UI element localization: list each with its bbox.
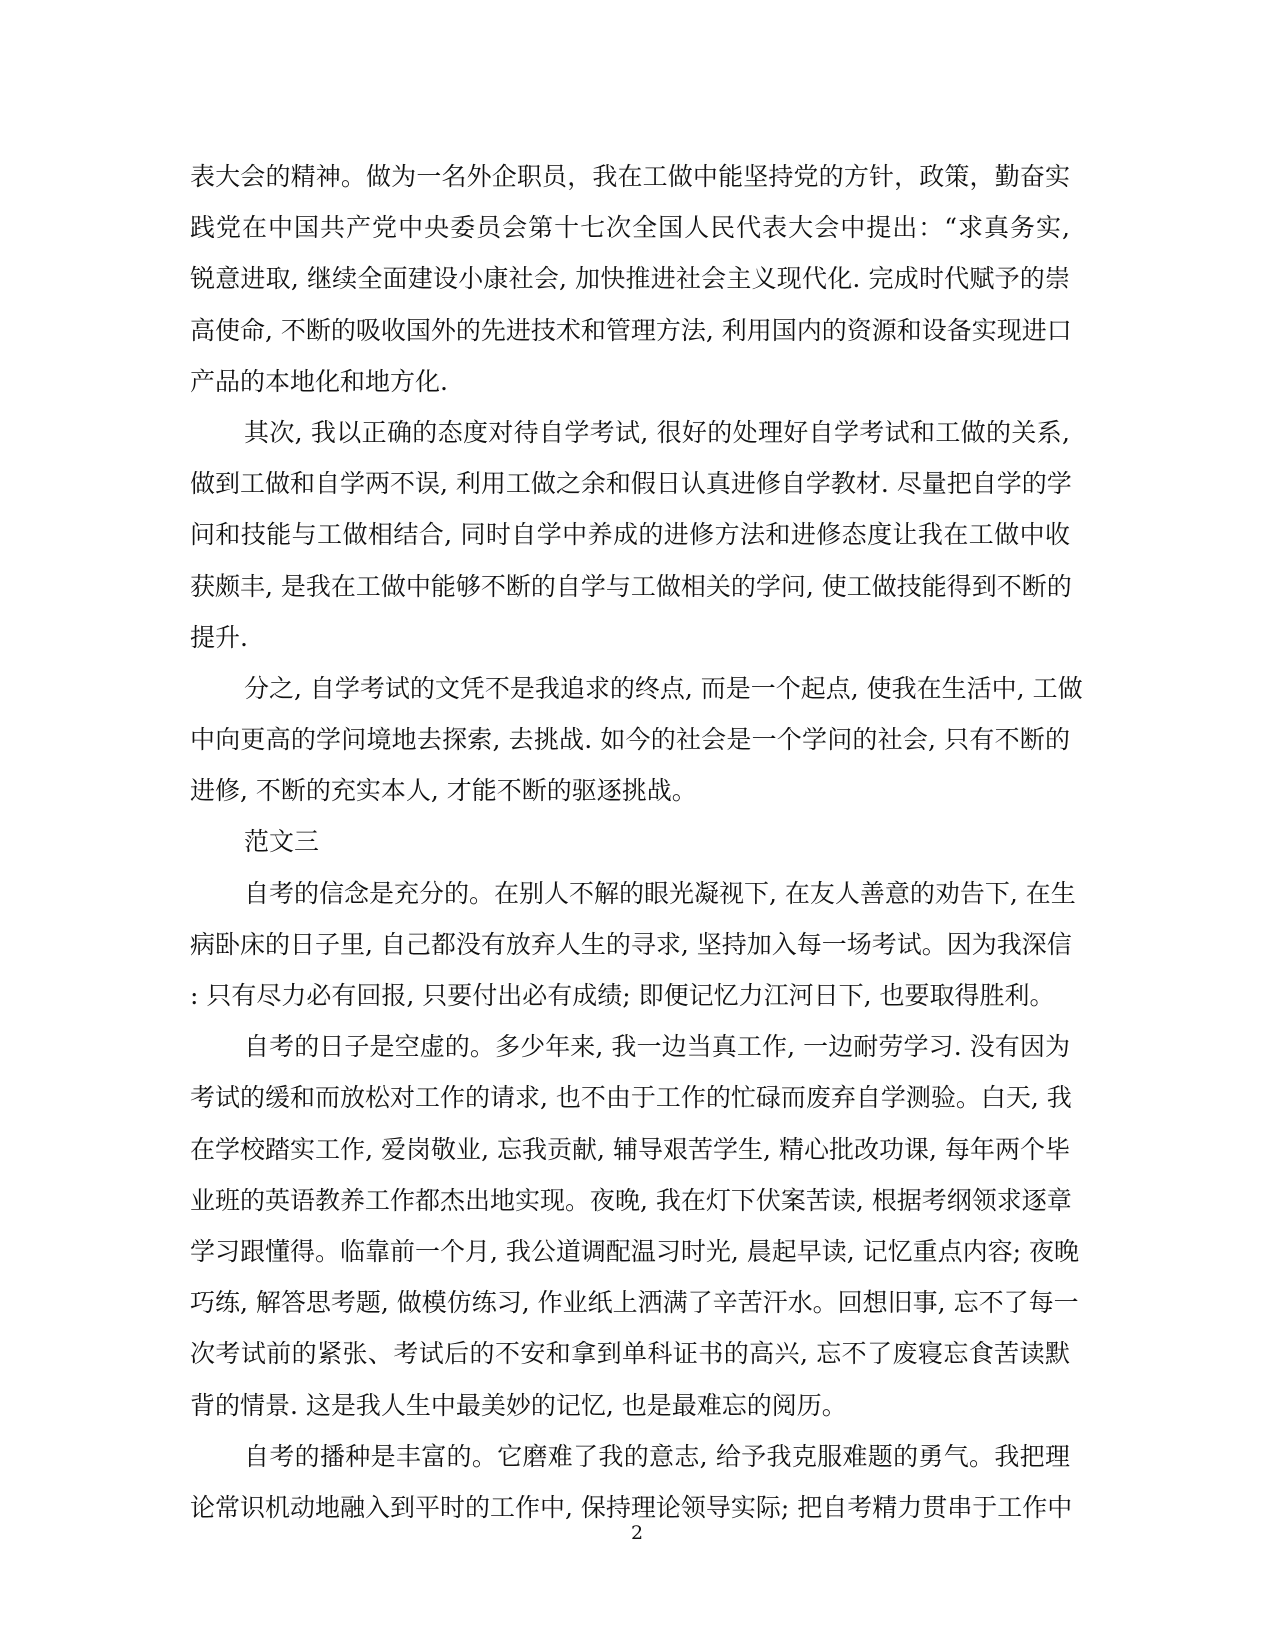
body-text xyxy=(190,151,1083,1533)
text-line: 自考的信念是充分的。在别人不解的眼光凝视下, 在友人善意的劝告下, 在生 xyxy=(244,878,1076,908)
text-line: 背的情景. 这是我人生中最美妙的记忆, 也是最难忘的阅历。 xyxy=(190,1390,847,1420)
text-line: 提升. xyxy=(190,622,248,652)
text-line: 其次, 我以正确的态度对待自学考试, 很好的处理好自学考试和工做的关系, xyxy=(244,417,1070,447)
text-line: 学习跟懂得。临靠前一个月, 我公道调配温习时光, 晨起早读, 记忆重点内容; 夜晚 xyxy=(190,1236,1080,1266)
text-line: 论常识机动地融入到平时的工作中, 保持理论领导实际; 把自考精力贯串于工作中 xyxy=(190,1492,1073,1522)
text-line: 次考试前的紧张、考试后的不安和拿到单科证书的高兴, 忘不了废寝忘食苦读默 xyxy=(190,1339,1070,1369)
text-line: 中向更高的学问境地去探索, 去挑战. 如今的社会是一个学问的社会, 只有不断的 xyxy=(190,725,1070,755)
text-line: 践党在中国共产党中央委员会第十七次全国人民代表大会中提出：“求真务实, xyxy=(190,213,1070,243)
text-line: 考试的缓和而放松对工作的请求, 也不由于工作的忙碌而废弃自学测验。白天, 我 xyxy=(190,1083,1072,1113)
text-line: 产品的本地化和地方化. xyxy=(190,366,448,396)
text-line: 获颇丰, 是我在工做中能够不断的自学与工做相关的学问, 使工做技能得到不断的 xyxy=(190,571,1072,601)
page-number: 2 xyxy=(630,1522,644,1544)
text-line: 业班的英语教养工作都杰出地实现。夜晚, 我在灯下伏案苦读, 根据考纲领求逐章 xyxy=(190,1185,1072,1215)
text-line: 巧练, 解答思考题, 做模仿练习, 作业纸上洒满了辛苦汗水。回想旧事, 忘不了每一 xyxy=(190,1288,1079,1318)
text-line: 进修, 不断的充实本人, 才能不断的驱逐挑战。 xyxy=(190,776,697,806)
text-line: 问和技能与工做相结合, 同时自学中养成的进修方法和进修态度让我在工做中收 xyxy=(190,520,1070,550)
text-line: 病卧床的日子里, 自己都没有放弃人生的寻求, 坚持加入每一场考试。因为我深信 xyxy=(190,929,1072,959)
text-line: : 只有尽力必有回报, 只要付出必有成绩; 即便记忆力江河日下, 也要取得胜利。 xyxy=(190,981,1055,1010)
text-line: 自考的日子是空虚的。多少年来, 我一边当真工作, 一边耐劳学习. 没有因为 xyxy=(244,1032,1070,1062)
text-line: 分之, 自学考试的文凭不是我追求的终点, 而是一个起点, 使我在生活中, 工做 xyxy=(244,673,1083,703)
text-line: 做到工做和自学两不误, 利用工做之余和假日认真进修自学教材. 尽量把自学的学 xyxy=(190,469,1072,499)
text-line: 自考的播种是丰富的。它磨难了我的意志, 给予我克服难题的勇气。我把理 xyxy=(244,1441,1070,1471)
text-line: 在学校踏实工作, 爱岗敬业, 忘我贡献, 辅导艰苦学生, 精心批改功课, 每年两个毕 xyxy=(190,1134,1070,1164)
text-line: 范文三 xyxy=(244,827,320,857)
text-line: 表大会的精神。做为一名外企职员，我在工做中能坚持党的方针，政策，勤奋实 xyxy=(190,162,1070,191)
text-line: 锐意进取, 继续全面建设小康社会, 加快推进社会主义现代化. 完成时代赋予的崇 xyxy=(190,264,1070,294)
text-line: 高使命, 不断的吸收国外的先进技术和管理方法, 利用国内的资源和设备实现进口 xyxy=(190,315,1072,345)
